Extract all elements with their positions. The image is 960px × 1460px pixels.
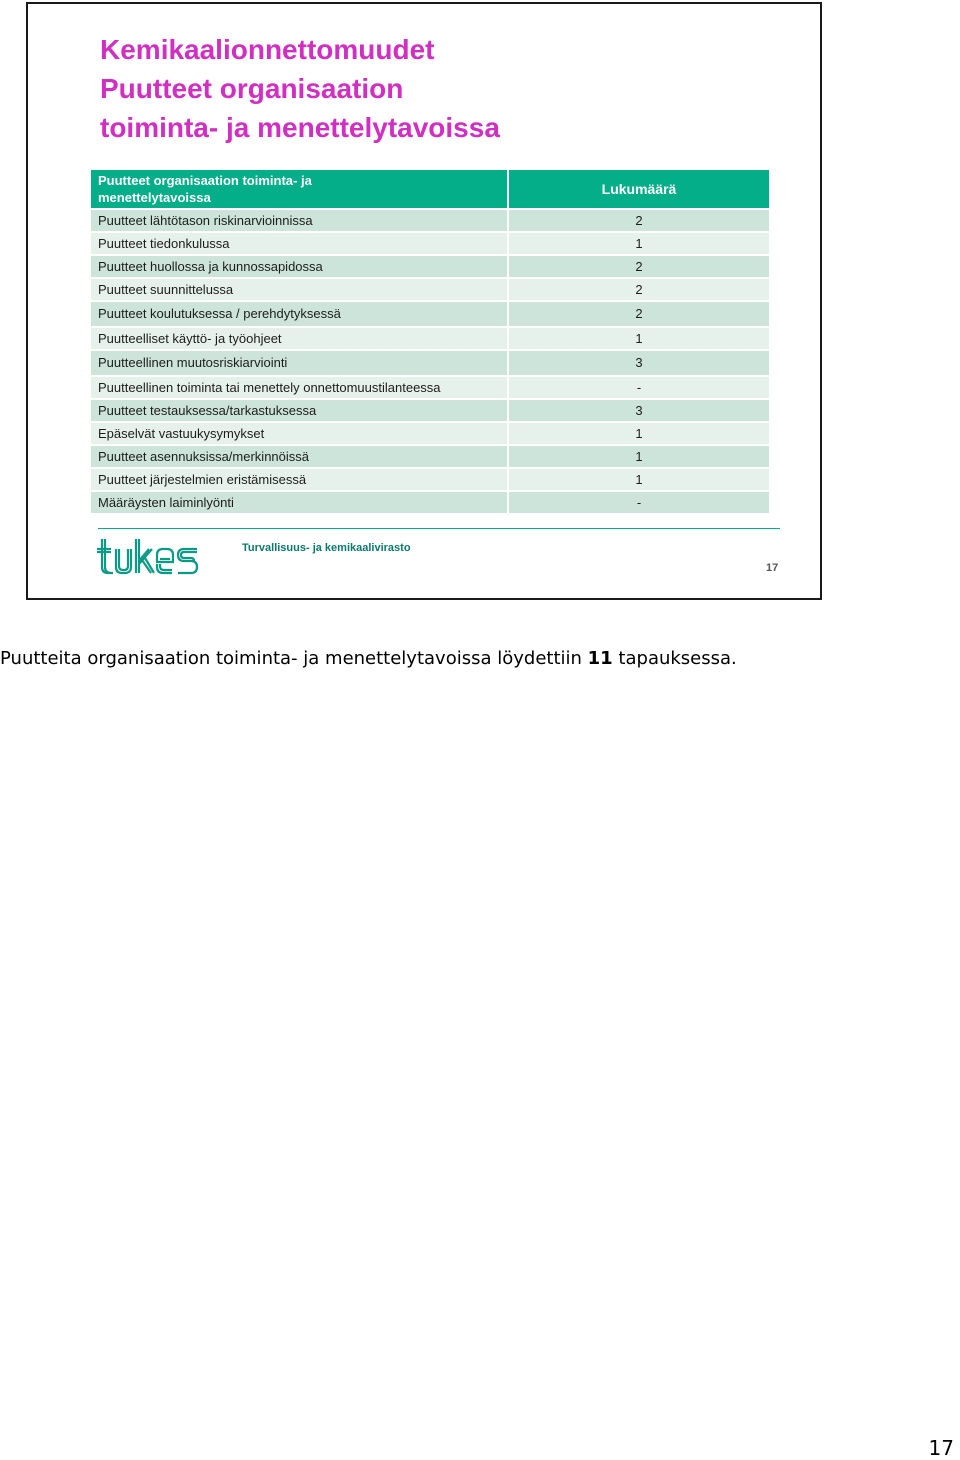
slide-title-line: Kemikaalionnettomuudet <box>100 34 435 65</box>
table-row <box>91 302 769 326</box>
row-label: Puutteellinen toiminta tai menettely onnettomuustilanteessa <box>91 377 507 398</box>
row-label: Puutteet huollossa ja kunnossapidossa <box>91 256 507 277</box>
row-count: 2 <box>507 256 769 277</box>
row-label: Puutteet testauksessa/tarkastuksessa <box>91 400 507 421</box>
table-row <box>91 351 769 375</box>
row-count: 2 <box>507 302 769 326</box>
slide-title-line: Puutteet organisaation <box>100 73 404 104</box>
slide-number: 17 <box>766 562 779 574</box>
row-count: 1 <box>507 328 769 349</box>
slide <box>26 2 822 600</box>
row-label: Epäselvät vastuukysymykset <box>91 423 507 444</box>
slide-title <box>100 30 500 147</box>
row-label: Puutteet asennuksissa/merkinnöissä <box>91 446 507 467</box>
row-label: Puutteelliset käyttö- ja työohjeet <box>91 328 507 349</box>
caption-text-end: tapauksessa. <box>612 648 737 669</box>
table-header-row <box>91 170 769 208</box>
header-category <box>91 170 507 208</box>
table-row <box>91 492 769 513</box>
row-count: 3 <box>507 400 769 421</box>
row-label: Puutteet lähtötason riskinarvioinnissa <box>91 210 507 231</box>
slide-title-line: toiminta- ja menettelytavoissa <box>100 112 500 143</box>
row-count: 3 <box>507 351 769 375</box>
table-row <box>91 256 769 277</box>
row-label: Puutteet tiedonkulussa <box>91 233 507 254</box>
table-row <box>91 377 769 398</box>
table-row <box>91 469 769 490</box>
row-count: - <box>507 492 769 513</box>
tukes-logo-outline <box>97 539 197 573</box>
row-count: 1 <box>507 233 769 254</box>
deficiency-table <box>91 168 769 515</box>
row-count: 2 <box>507 210 769 231</box>
row-label: Puutteellinen muutosriskiarviointi <box>91 351 507 375</box>
table-row <box>91 233 769 254</box>
header-category-line: menettelytavoissa <box>98 190 211 205</box>
footer-divider <box>98 528 780 529</box>
table-row <box>91 400 769 421</box>
row-label: Puutteet koulutuksessa / perehdytyksessä <box>91 302 507 326</box>
table-row <box>91 328 769 349</box>
table-row <box>91 446 769 467</box>
caption-text: Puutteita organisaation toiminta- ja menettelytavoissa löydettiin <box>0 648 588 669</box>
row-count: - <box>507 377 769 398</box>
row-count: 1 <box>507 469 769 490</box>
caption-count: 11 <box>587 648 613 669</box>
table-row <box>91 423 769 444</box>
header-category-line: Puutteet organisaation toiminta- ja <box>98 173 312 188</box>
row-count: 1 <box>507 423 769 444</box>
row-count: 2 <box>507 279 769 300</box>
row-label: Puutteet suunnittelussa <box>91 279 507 300</box>
caption <box>0 648 737 669</box>
page-number: 17 <box>928 1436 954 1460</box>
agency-name: Turvallisuus- ja kemikaalivirasto <box>242 542 411 554</box>
row-label: Puutteet järjestelmien eristämisessä <box>91 469 507 490</box>
row-count: 1 <box>507 446 769 467</box>
row-label: Määräysten laiminlyönti <box>91 492 507 513</box>
tukes-logo <box>96 536 200 578</box>
table-row <box>91 210 769 231</box>
header-count: Lukumäärä <box>507 170 769 208</box>
table-row <box>91 279 769 300</box>
